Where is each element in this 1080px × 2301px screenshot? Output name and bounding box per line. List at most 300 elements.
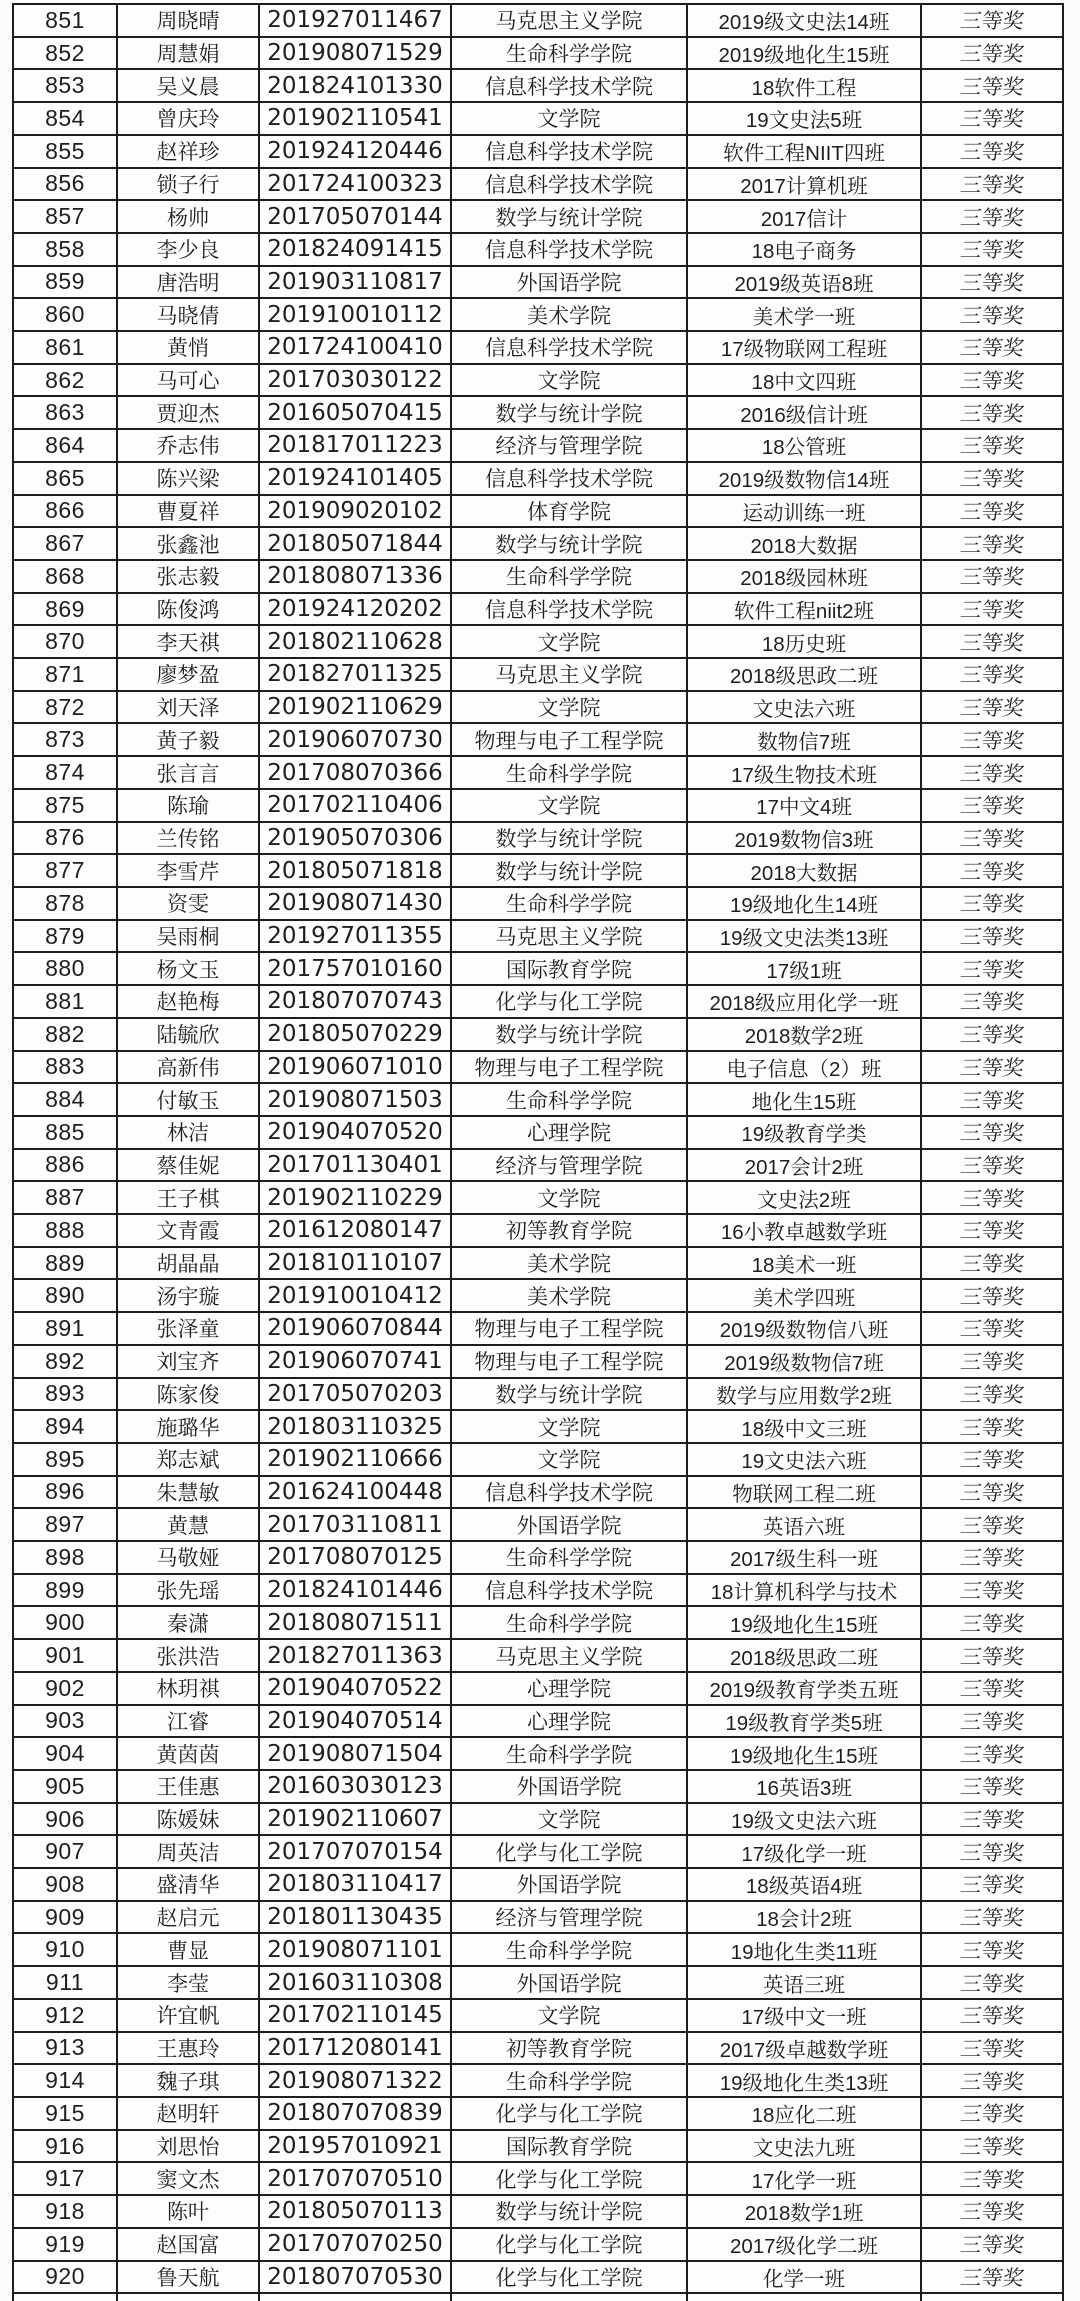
cell-student-id: 201708070125 [260,1542,452,1575]
cell-student-id: 201807070839 [260,2098,452,2131]
cell-index: 899 [14,1575,118,1608]
cell-index: 912 [14,2000,118,2033]
cell-award [922,1477,1064,1510]
cell-college: 文学院 [452,790,688,823]
cell-index: 863 [14,397,118,430]
cell-name: 曾庆玲 [118,103,260,136]
cell-student-id: 201805070229 [260,1019,452,1052]
cell-name: 曹夏祥 [118,496,260,529]
award-text: 三等奖 [958,2234,1026,2258]
cell-college: 化学与化工学院 [452,986,688,1019]
award-text: 三等奖 [958,1907,1026,1931]
cell-college: 信息科学技术学院 [452,136,688,169]
cell-student-id: 201805070113 [260,2196,452,2229]
cell-award [922,2163,1064,2196]
cell-index: 855 [14,136,118,169]
cell-name: 陈瑜 [118,790,260,823]
cell-index: 910 [14,1934,118,1967]
cell-index: 908 [14,1869,118,1902]
cell-name: 张先瑶 [118,1575,260,1608]
cell-class: 2018级思政二班 [688,1640,922,1673]
cell-award [922,790,1064,823]
cell-index: 884 [14,1084,118,1117]
cell-college: 信息科学技术学院 [452,169,688,202]
award-text: 三等奖 [958,435,1026,459]
cell-college: 国际教育学院 [452,2131,688,2164]
cell-college: 生命科学学院 [452,888,688,921]
cell-index: 879 [14,921,118,954]
cell-student-id: 201927011355 [260,921,452,954]
cell-award [922,1052,1064,1085]
cell-student-id: 201805071818 [260,855,452,888]
cell-student-id: 201902110541 [260,103,452,136]
cell-college: 数学与统计学院 [452,2196,688,2229]
award-text: 三等奖 [958,1972,1026,1996]
cell-student-id: 201903110817 [260,267,452,300]
partial-row-cell [118,2294,260,2301]
cell-student-id: 201924120202 [260,594,452,627]
cell-student-id: 201827011325 [260,659,452,692]
cell-college: 文学院 [452,365,688,398]
cell-index: 916 [14,2131,118,2164]
cell-student-id: 201808071511 [260,1607,452,1640]
cell-college: 生命科学学院 [452,1738,688,1771]
cell-name: 文青霞 [118,1215,260,1248]
cell-name: 陈叶 [118,2196,260,2229]
cell-index: 891 [14,1313,118,1346]
cell-award [922,2033,1064,2066]
cell-name: 赵祥珍 [118,136,260,169]
cell-index: 897 [14,1509,118,1542]
award-text: 三等奖 [958,1383,1026,1407]
cell-award [922,332,1064,365]
award-text: 三等奖 [958,402,1026,426]
cell-student-id: 201708070366 [260,757,452,790]
cell-award [922,2065,1064,2098]
award-text: 三等奖 [958,697,1026,721]
cell-college: 经济与管理学院 [452,1150,688,1183]
cell-college: 马克思主义学院 [452,921,688,954]
cell-student-id: 201801130435 [260,1902,452,1935]
cell-student-id: 201603110308 [260,1967,452,2000]
cell-class: 数学与应用数学2班 [688,1379,922,1412]
cell-index: 872 [14,692,118,725]
cell-index: 920 [14,2262,118,2295]
cell-college: 生命科学学院 [452,1084,688,1117]
cell-class: 2018级应用化学一班 [688,986,922,1019]
cell-class: 18公管班 [688,430,922,463]
cell-index: 906 [14,1804,118,1837]
cell-student-id: 201904070522 [260,1673,452,1706]
award-text: 三等奖 [958,795,1026,819]
cell-class: 地化生15班 [688,1084,922,1117]
cell-name: 张洪浩 [118,1640,260,1673]
cell-index: 852 [14,38,118,71]
cell-award [922,1509,1064,1542]
student-awards-table [12,3,1064,2301]
cell-class: 物联网工程二班 [688,1477,922,1510]
cell-award [922,953,1064,986]
cell-student-id: 201705070203 [260,1379,452,1412]
cell-index: 876 [14,823,118,856]
cell-class: 19文史法5班 [688,103,922,136]
cell-student-id: 201908071430 [260,888,452,921]
award-text: 三等奖 [958,1481,1026,1505]
cell-college: 马克思主义学院 [452,659,688,692]
award-text: 三等奖 [958,1351,1026,1375]
cell-college: 经济与管理学院 [452,430,688,463]
cell-student-id: 201908071503 [260,1084,452,1117]
cell-student-id: 201927011467 [260,5,452,38]
cell-class: 18计算机科学与技术 [688,1575,922,1608]
award-text: 三等奖 [958,1809,1026,1833]
cell-student-id: 201817011223 [260,430,452,463]
cell-name: 李雪芹 [118,855,260,888]
cell-name: 郑志斌 [118,1444,260,1477]
cell-name: 张泽童 [118,1313,260,1346]
cell-name: 魏子琪 [118,2065,260,2098]
award-text: 三等奖 [958,1089,1026,1113]
cell-award [922,1084,1064,1117]
cell-college: 化学与化工学院 [452,2098,688,2131]
cell-index: 860 [14,299,118,332]
cell-class: 18会计2班 [688,1902,922,1935]
cell-index: 865 [14,463,118,496]
cell-class: 19级文史法六班 [688,1804,922,1837]
cell-college: 生命科学学院 [452,38,688,71]
cell-index: 900 [14,1607,118,1640]
cell-class: 19级地化生15班 [688,1738,922,1771]
cell-name: 刘宝齐 [118,1346,260,1379]
cell-award [922,1542,1064,1575]
cell-student-id: 201906070730 [260,724,452,757]
award-text: 三等奖 [958,1743,1026,1767]
partial-row-cell [688,2294,922,2301]
cell-award [922,1804,1064,1837]
award-text: 三等奖 [958,1710,1026,1734]
award-text: 三等奖 [958,2103,1026,2127]
award-text: 三等奖 [958,599,1026,622]
cell-index: 882 [14,1019,118,1052]
cell-student-id: 201908071504 [260,1738,452,1771]
cell-name: 陆毓欣 [118,1019,260,1052]
cell-college: 信息科学技术学院 [452,234,688,267]
cell-award [922,2262,1064,2295]
cell-name: 赵明轩 [118,2098,260,2131]
cell-class: 2018数学1班 [688,2196,922,2229]
award-text: 三等奖 [958,2168,1026,2192]
cell-name: 杨文玉 [118,953,260,986]
award-text: 三等奖 [958,2201,1026,2225]
cell-student-id: 201707070250 [260,2229,452,2262]
cell-student-id: 201707070154 [260,1836,452,1869]
cell-index: 890 [14,1280,118,1313]
cell-index: 887 [14,1182,118,1215]
award-text: 三等奖 [958,173,1026,197]
cell-name: 陈俊鸿 [118,594,260,627]
cell-class: 18软件工程 [688,70,922,103]
cell-name: 张志毅 [118,561,260,594]
award-text: 三等奖 [958,2136,1026,2160]
cell-class: 2016级信计班 [688,397,922,430]
cell-college: 外国语学院 [452,1967,688,2000]
cell-award [922,757,1064,790]
cell-award [922,496,1064,529]
cell-student-id: 201827011363 [260,1640,452,1673]
cell-name: 周慧娟 [118,38,260,71]
cell-name: 黄茵茵 [118,1738,260,1771]
cell-class: 2019级英语8班 [688,267,922,300]
cell-index: 851 [14,5,118,38]
cell-class: 18应化二班 [688,2098,922,2131]
cell-index: 907 [14,1836,118,1869]
award-text: 三等奖 [958,566,1026,590]
cell-index: 913 [14,2033,118,2066]
cell-index: 901 [14,1640,118,1673]
cell-index: 873 [14,724,118,757]
cell-name: 黄悄 [118,332,260,365]
cell-student-id: 201603030123 [260,1771,452,1804]
cell-name: 王佳惠 [118,1771,260,1804]
cell-name: 李天祺 [118,626,260,659]
cell-index: 911 [14,1967,118,2000]
cell-name: 王惠玲 [118,2033,260,2066]
cell-class: 18美术一班 [688,1248,922,1281]
cell-index: 909 [14,1902,118,1935]
award-text: 三等奖 [958,533,1026,557]
cell-name: 廖梦盈 [118,659,260,692]
cell-college: 化学与化工学院 [452,2262,688,2295]
cell-award [922,2000,1064,2033]
cell-index: 919 [14,2229,118,2262]
cell-student-id: 201905070306 [260,823,452,856]
cell-student-id: 201810110107 [260,1248,452,1281]
award-text: 三等奖 [958,1449,1026,1473]
cell-class: 18电子商务 [688,234,922,267]
cell-student-id: 201910010112 [260,299,452,332]
cell-index: 856 [14,169,118,202]
award-text: 三等奖 [958,926,1026,950]
award-text: 三等奖 [958,43,1026,67]
cell-student-id: 201824091415 [260,234,452,267]
cell-class: 2017级化学二班 [688,2229,922,2262]
cell-award [922,1444,1064,1477]
cell-index: 918 [14,2196,118,2229]
cell-name: 张鑫池 [118,528,260,561]
cell-award [922,823,1064,856]
cell-index: 854 [14,103,118,136]
cell-class: 18级中文三班 [688,1411,922,1444]
cell-index: 904 [14,1738,118,1771]
cell-name: 高新伟 [118,1052,260,1085]
partial-row-cell [922,2294,1064,2301]
cell-class: 文史法九班 [688,2131,922,2164]
cell-class: 电子信息（2）班 [688,1052,922,1085]
cell-class: 2019数物信3班 [688,823,922,856]
cell-award [922,2196,1064,2229]
cell-award [922,1280,1064,1313]
cell-student-id: 201712080141 [260,2033,452,2066]
cell-class: 2018大数据 [688,528,922,561]
cell-student-id: 201612080147 [260,1215,452,1248]
cell-student-id: 201724100410 [260,332,452,365]
cell-index: 893 [14,1379,118,1412]
cell-class: 软件工程niit2班 [688,594,922,627]
cell-college: 初等教育学院 [452,2033,688,2066]
cell-index: 853 [14,70,118,103]
cell-college: 物理与电子工程学院 [452,724,688,757]
cell-college: 物理与电子工程学院 [452,1346,688,1379]
cell-name: 锁子行 [118,169,260,202]
cell-name: 周英洁 [118,1836,260,1869]
cell-student-id: 201906071010 [260,1052,452,1085]
cell-index: 866 [14,496,118,529]
cell-award [922,169,1064,202]
cell-award [922,1673,1064,1706]
cell-award [922,38,1064,71]
cell-name: 窦文杰 [118,2163,260,2196]
cell-award [922,1019,1064,1052]
cell-class: 数物信7班 [688,724,922,757]
cell-award [922,888,1064,921]
cell-name: 吴义晨 [118,70,260,103]
cell-name: 刘天泽 [118,692,260,725]
cell-class: 2019级文史法14班 [688,5,922,38]
cell-class: 2018级思政二班 [688,659,922,692]
cell-index: 875 [14,790,118,823]
cell-award [922,1640,1064,1673]
cell-award [922,1738,1064,1771]
cell-award [922,1117,1064,1150]
cell-student-id: 201802110628 [260,626,452,659]
award-text: 三等奖 [958,1841,1026,1865]
cell-college: 初等教育学院 [452,1215,688,1248]
cell-class: 16小教卓越数学班 [688,1215,922,1248]
cell-college: 信息科学技术学院 [452,70,688,103]
cell-class: 2017会计2班 [688,1150,922,1183]
cell-index: 898 [14,1542,118,1575]
cell-index: 892 [14,1346,118,1379]
award-text: 三等奖 [958,2266,1026,2290]
cell-name: 李莹 [118,1967,260,2000]
award-text: 三等奖 [958,631,1026,655]
cell-class: 17级中文一班 [688,2000,922,2033]
cell-class: 17化学一班 [688,2163,922,2196]
cell-index: 869 [14,594,118,627]
cell-college: 数学与统计学院 [452,1379,688,1412]
award-text: 三等奖 [958,239,1026,263]
cell-name: 王子棋 [118,1182,260,1215]
cell-class: 美术学四班 [688,1280,922,1313]
cell-student-id: 201803110325 [260,1411,452,1444]
cell-award [922,2229,1064,2262]
cell-class: 2019级教育学类五班 [688,1673,922,1706]
cell-college: 文学院 [452,2000,688,2033]
cell-index: 889 [14,1248,118,1281]
cell-class: 19级地化生类13班 [688,2065,922,2098]
cell-name: 曹显 [118,1934,260,1967]
cell-index: 858 [14,234,118,267]
cell-award [922,1313,1064,1346]
cell-award [922,1771,1064,1804]
cell-college: 美术学院 [452,1280,688,1313]
cell-college: 美术学院 [452,1248,688,1281]
award-text: 三等奖 [958,206,1026,230]
cell-award [922,1379,1064,1412]
cell-index: 880 [14,953,118,986]
award-text: 三等奖 [958,271,1026,295]
cell-award [922,1607,1064,1640]
award-text: 三等奖 [958,1612,1026,1636]
cell-class: 2017信计 [688,201,922,234]
cell-name: 资雯 [118,888,260,921]
cell-college: 信息科学技术学院 [452,594,688,627]
cell-student-id: 201902110607 [260,1804,452,1837]
cell-student-id: 201824101446 [260,1575,452,1608]
cell-class: 化学一班 [688,2262,922,2295]
cell-award [922,855,1064,888]
cell-class: 17级化学一班 [688,1836,922,1869]
award-text: 三等奖 [958,860,1026,884]
award-text: 三等奖 [958,762,1026,786]
cell-index: 878 [14,888,118,921]
award-text: 三等奖 [958,1547,1026,1571]
cell-index: 883 [14,1052,118,1085]
award-text: 三等奖 [958,1024,1026,1048]
cell-award [922,1150,1064,1183]
award-text: 三等奖 [958,1056,1026,1080]
cell-college: 心理学院 [452,1673,688,1706]
cell-college: 数学与统计学院 [452,201,688,234]
cell-name: 乔志伟 [118,430,260,463]
award-text: 三等奖 [958,664,1026,688]
cell-index: 895 [14,1444,118,1477]
cell-award [922,2098,1064,2131]
cell-name: 周晓晴 [118,5,260,38]
partial-row-cell [452,2294,688,2301]
cell-class: 19文史法六班 [688,1444,922,1477]
cell-class: 17级1班 [688,953,922,986]
cell-name: 唐浩明 [118,267,260,300]
cell-student-id: 201624100448 [260,1477,452,1510]
award-text: 三等奖 [958,1285,1026,1309]
cell-college: 数学与统计学院 [452,1019,688,1052]
cell-award [922,1215,1064,1248]
cell-college: 信息科学技术学院 [452,1477,688,1510]
cell-college: 心理学院 [452,1117,688,1150]
award-text: 三等奖 [958,10,1026,34]
cell-index: 914 [14,2065,118,2098]
cell-name: 陈媛妹 [118,1804,260,1837]
cell-index: 857 [14,201,118,234]
cell-award [922,1836,1064,1869]
cell-award [922,365,1064,398]
cell-student-id: 201908071101 [260,1934,452,1967]
cell-student-id: 201808071336 [260,561,452,594]
cell-index: 870 [14,626,118,659]
cell-class: 18级英语4班 [688,1869,922,1902]
cell-award [922,430,1064,463]
cell-college: 生命科学学院 [452,1934,688,1967]
award-text: 三等奖 [958,1939,1026,1963]
award-text: 三等奖 [958,2070,1026,2094]
cell-college: 文学院 [452,103,688,136]
cell-award [922,70,1064,103]
cell-student-id: 201902110229 [260,1182,452,1215]
cell-college: 数学与统计学院 [452,855,688,888]
cell-index: 864 [14,430,118,463]
award-text: 三等奖 [958,893,1026,917]
